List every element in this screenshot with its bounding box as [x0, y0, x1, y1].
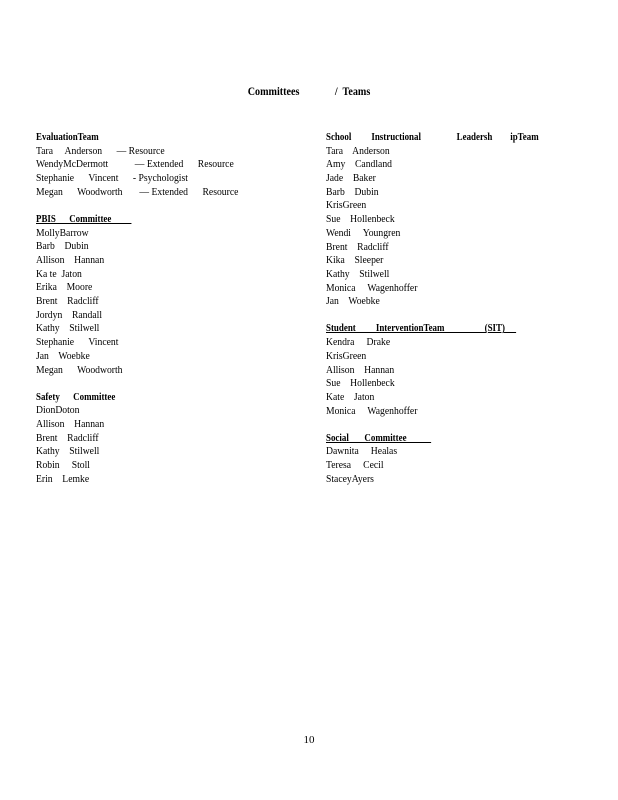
committee-heading: Student InterventionTeam (SIT) — [326, 323, 517, 335]
committee-section — [36, 391, 296, 487]
member-line: Monica Wagenhoffer — [326, 282, 418, 294]
member-line: Megan Woodworth — [36, 364, 123, 376]
committee-heading: Social Committee — [326, 432, 432, 444]
member-line: Tara Anderson — [326, 145, 390, 157]
member-line: Erika Moore — [36, 282, 93, 294]
committee-section — [326, 322, 596, 418]
member-line: Brent Radcliff — [36, 432, 99, 444]
right-column — [326, 131, 596, 500]
member-line: Kate Jaton — [326, 391, 375, 403]
member-line: KrisGreen — [326, 350, 367, 362]
member-line: MollyBarrow — [36, 227, 89, 239]
committee-section — [326, 131, 596, 309]
member-line: KrisGreen — [326, 200, 367, 212]
member-line: Allison Hannan — [36, 255, 105, 266]
member-line: Wendi Youngren — [326, 227, 401, 239]
member-line: Brent Radcliff — [326, 241, 389, 253]
committee-section — [36, 213, 296, 377]
page-number: 10 — [303, 734, 315, 746]
member-line: StaceyAyers — [326, 473, 374, 485]
member-line: Kathy Stilwell — [326, 268, 390, 280]
member-line: Teresa Cecil — [326, 460, 384, 472]
member-line: WendyMcDermott — Extended Resource — [36, 159, 234, 171]
member-line: Sue Hollenbeck — [326, 214, 395, 226]
page-title: Committees / Teams — [247, 86, 371, 98]
member-line: Dawnita Healas — [326, 446, 398, 458]
member-line: Stephanie Vincent — [36, 337, 119, 349]
member-line: Kathy Stilwell — [36, 446, 100, 458]
member-line: Brent Radcliff — [36, 296, 99, 308]
member-line: Sue Hollenbeck — [326, 378, 395, 390]
member-line: Megan Woodworth — Extended Resource — [36, 186, 239, 198]
member-line: Monica Wagenhoffer — [326, 405, 418, 417]
committee-section — [326, 432, 596, 487]
member-line: Barb Dubin — [36, 241, 89, 253]
member-line: Allison Hannan — [36, 419, 105, 431]
committee-heading: School Instructional Leadersh ipTeam — [326, 132, 539, 143]
committee-heading: PBIS Committee — [36, 213, 132, 225]
committee-heading: Safety Committee — [36, 391, 116, 403]
member-line: Jordyn Randall — [36, 309, 103, 321]
committee-section — [36, 131, 296, 199]
member-line: Ka te Jaton — [36, 268, 82, 280]
member-line: DionDoton — [36, 405, 80, 417]
member-line: Kika Sleeper — [326, 255, 384, 267]
member-line: Erin Lemke — [36, 473, 90, 485]
member-line: Jan Woebke — [36, 350, 90, 362]
left-column — [36, 131, 296, 500]
member-line: Robin Stoll — [36, 460, 90, 472]
member-line: Kendra Drake — [326, 337, 391, 349]
committee-heading: EvaluationTeam — [36, 132, 99, 143]
member-line: Tara Anderson — Resource — [36, 145, 165, 157]
member-line: Jan Woebke — [326, 296, 380, 308]
member-line: Jade Baker — [326, 173, 376, 185]
member-line: Allison Hannan — [326, 364, 395, 376]
member-line: Barb Dubin — [326, 186, 379, 198]
member-line: Kathy Stilwell — [36, 323, 100, 335]
member-line: Stephanie Vincent - Psychologist — [36, 173, 188, 185]
member-line: Amy Candland — [326, 159, 393, 171]
